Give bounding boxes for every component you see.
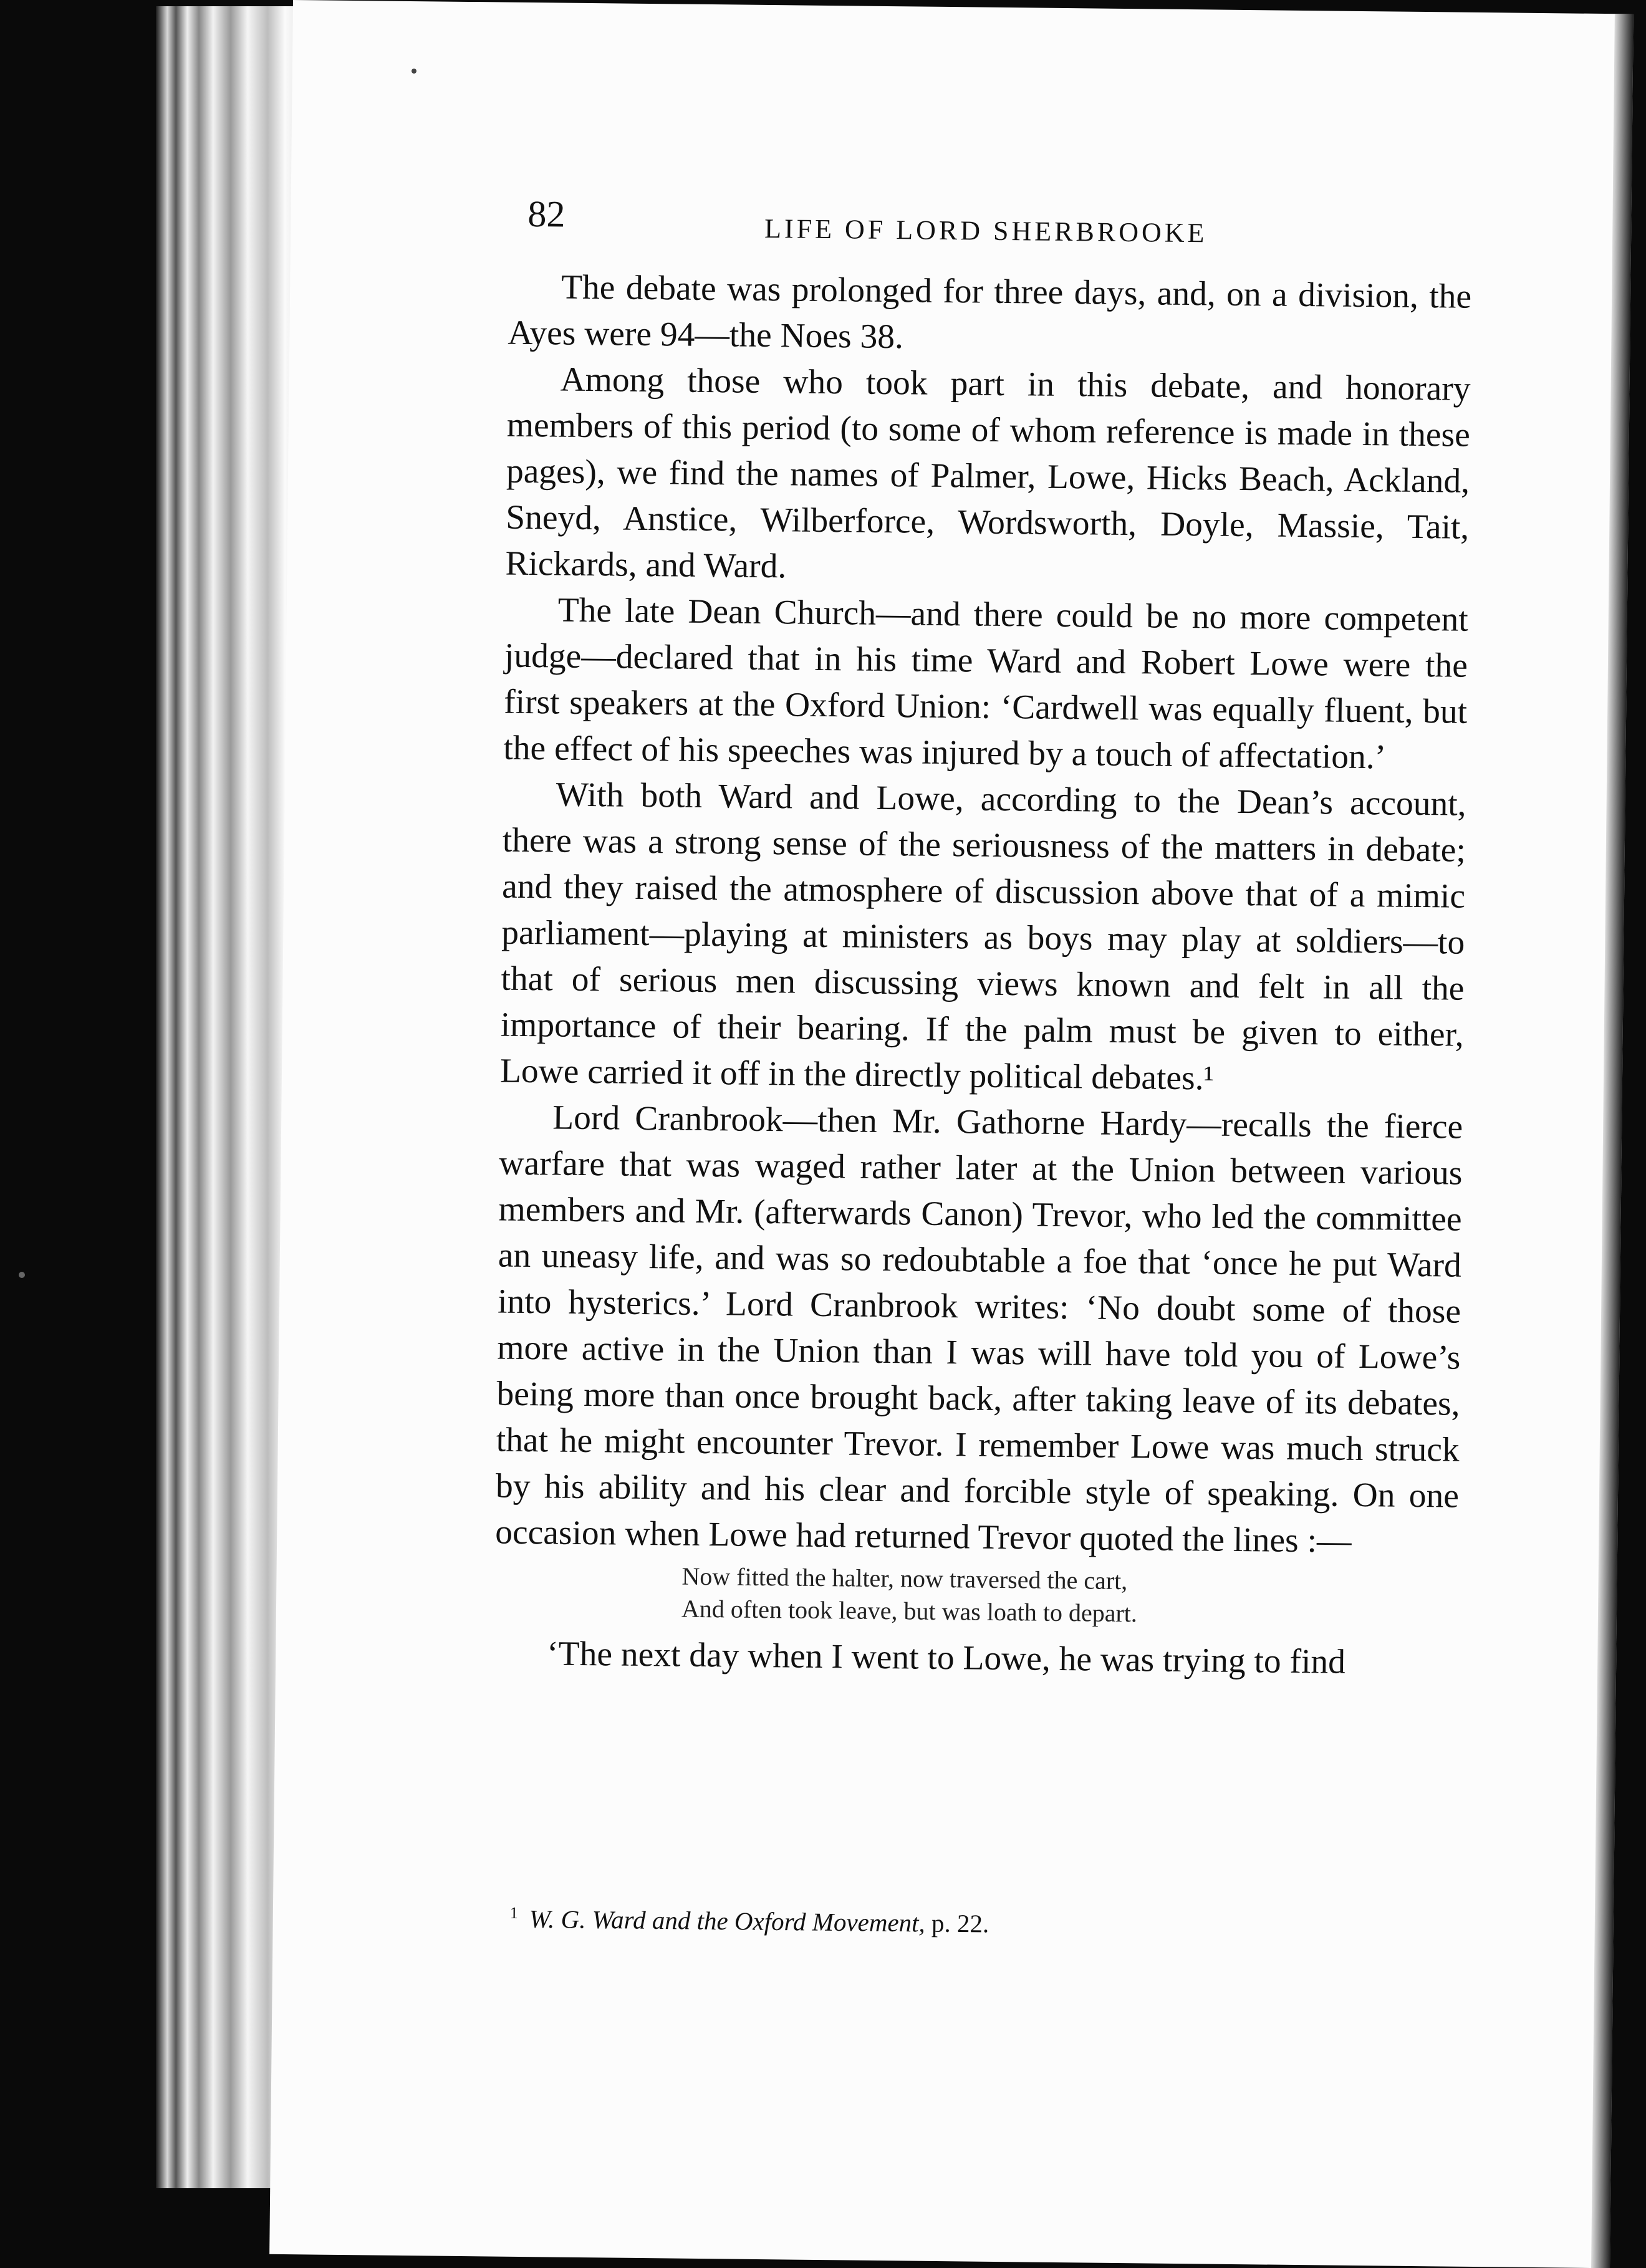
page-number: 82 [527,193,566,235]
scan-speck [412,69,416,74]
paragraph: The debate was prolonged for three days, and, on a division, the Ayes were 94—the Noes 38. [508,268,1472,357]
book-page [269,0,1634,2268]
paragraph: The late Dean Church—and there could be no more competent judge—declared that in his time Ward and Robert Lowe were the first speakers at the Oxford Union: ‘Cardwell was equally fluent, but the effect of his speeches was injured by a touch of affectation.’ [503,591,1469,777]
paragraph: ‘The next day when I went to Lowe, he was trying to find [546,1635,1346,1681]
page-edge-shadow [1591,14,1634,2268]
verse-line: Now fitted the halter, now traversed the cart, [681,1562,1128,1595]
verse-quote [494,1559,1458,1633]
scan-speck [19,1272,25,1278]
verse-line: And often took leave, but was loath to depart. [681,1594,1138,1628]
paragraph: Lord Cranbrook—then Mr. Gathorne Hardy—recalls the fierce warfare that was waged rather later at the Union between various members and Mr. (afterwards Canon) Trevor, who led the committee an uneasy life, and was so redoubtable a foe that ‘once he put Ward into hysterics.’ Lord Cranbrook writes: ‘No doubt some of those more active in the Union than I was will have told you of Lowe’s being more than once brought back, after taking leave of its debates, that he might encounter Trevor. I remember Lowe was much struck by his ability and his clear and forcible style of speaking. On one occasion when Lowe had returned Trevor quoted the lines :— [494,1098,1463,1560]
running-head: LIFE OF LORD SHERBROOKE [764,213,1208,249]
footnote-page: p. 22. [931,1908,989,1938]
footnote-title: W. G. Ward and the Oxford Movement, [529,1904,926,1938]
page-header [527,193,1526,253]
paragraph: Among those who took part in this debate, and honorary members of this period (to some of whom reference is made in these pages), we find the names of Palmer, Lowe, Hicks Beach, Ackland, Sneyd, Anstice, Wilberforce, Wordsworth, Doyle, Massie, Tait, Rickards, and Ward. [505,360,1471,586]
footnote [510,1898,1508,1944]
paragraph: With both Ward and Lowe, according to the Dean’s account, there was a strong sense of the seriousness of the matters in debate; and they raised the atmosphere of discussion above that of a mimic parliament—playing at ministers as boys may play at soldiers—to that of serious men discussing views known and felt in all the importance of their bearing. If the palm must be given to either, Lowe carried it off in the directly political debates.¹ [499,776,1466,1098]
footnote-mark: 1 [509,1903,519,1922]
body-text [494,264,1472,1687]
